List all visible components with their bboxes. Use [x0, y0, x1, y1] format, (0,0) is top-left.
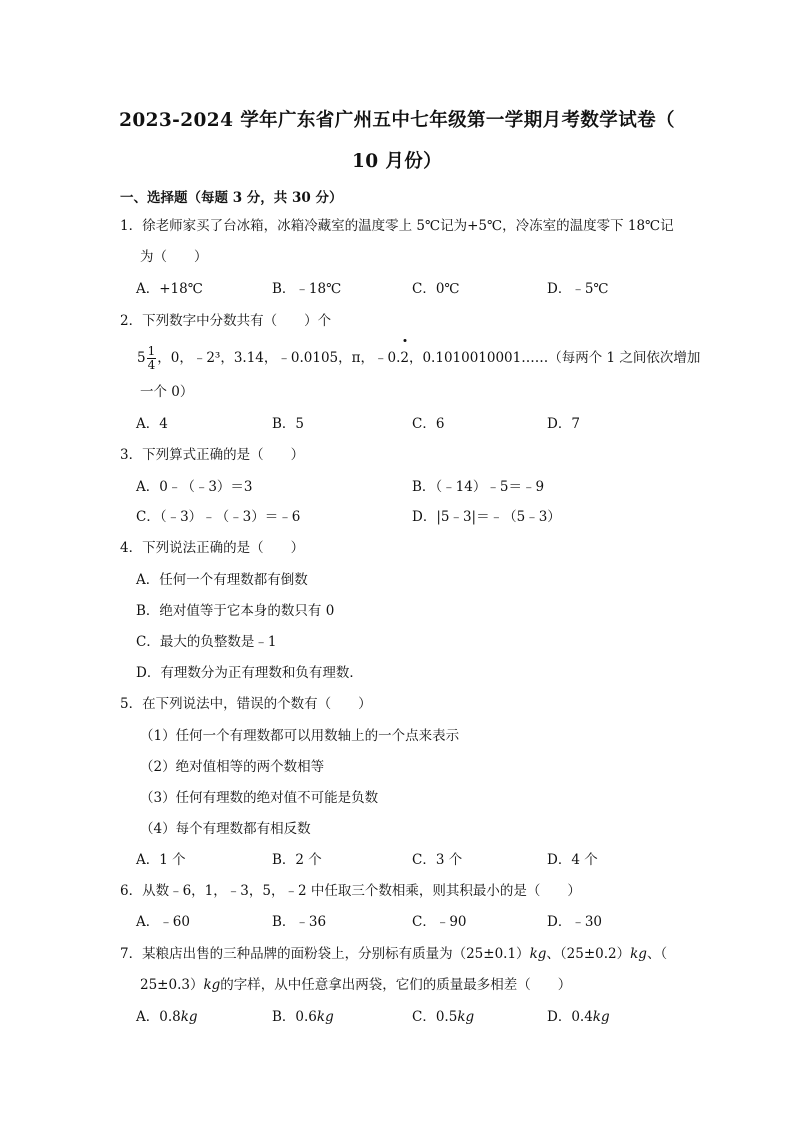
q7-text-part-3: 、（	[646, 946, 668, 962]
q4-option-d: D．有理数分为正有理数和负有理数．	[136, 665, 363, 681]
q5-option-a: A．1 个	[136, 852, 186, 868]
q5-option-c: C．3 个	[412, 852, 463, 868]
question-5-text: 5．在下列说法中，错误的个数有（ ）	[120, 696, 372, 712]
q7-text-part-2: 、（25±0.2）	[546, 946, 631, 962]
q3-option-a: A．0﹣（﹣3）＝3	[136, 479, 253, 495]
question-7-text	[120, 944, 667, 964]
q7-option-d-value: D．0.4	[547, 1009, 593, 1025]
q7-option-b	[272, 1007, 334, 1027]
q5-statement-4: （4）每个有理数都有相反数	[140, 821, 311, 837]
q7-text-part-5: 的字样，从中任意拿出两袋，它们的质量最多相差（ ）	[220, 977, 572, 993]
number-list-middle: ，0，﹣2³，3.14，﹣0.0105，π，﹣0.	[157, 350, 401, 366]
q7-option-b-value: B．0.6	[272, 1009, 317, 1025]
fraction-numerator: 1	[147, 344, 156, 358]
fraction	[147, 345, 157, 372]
q2-option-d: D．7	[547, 416, 580, 432]
q4-option-a: A．任何一个有理数都有倒数	[136, 572, 308, 588]
q7-option-d	[547, 1007, 610, 1027]
q3-option-c: C．（﹣3）﹣（﹣3）＝﹣6	[136, 509, 301, 525]
unit-kg: kg	[529, 946, 547, 962]
q6-option-d: D．﹣30	[547, 914, 603, 930]
question-2-text: 2．下列数字中分数共有（ ）个	[120, 313, 332, 329]
unit-kg: kg	[203, 977, 221, 993]
fraction-denominator: 4	[147, 358, 156, 372]
number-list-tail: ，0.1010010001……（每两个 1 之间依次增加	[408, 350, 701, 366]
q6-option-b: B．﹣36	[272, 914, 327, 930]
question-1-text: 1．徐老师家买了台冰箱，冰箱冷藏室的温度零上 5℃记为+5℃，冷冻室的温度零下 18℃记	[120, 218, 674, 234]
exam-title-line-1: 2023-2024 学年广东省广州五中七年级第一学期月考数学试卷（	[119, 110, 675, 131]
q2-option-c: C．6	[412, 416, 445, 432]
q7-option-c	[412, 1007, 474, 1027]
q4-option-b: B．绝对值等于它本身的数只有 0	[136, 603, 335, 619]
q5-statement-1: （1）任何一个有理数都可以用数轴上的一个点来表示	[140, 728, 460, 744]
q5-statement-2: （2）绝对值相等的两个数相等	[140, 759, 325, 775]
mixed-number-whole: 5	[137, 350, 146, 366]
unit-kg: kg	[316, 1009, 334, 1025]
unit-kg: kg	[180, 1009, 198, 1025]
q1-option-d: D．﹣5℃	[547, 281, 609, 297]
q1-option-c: C．0℃	[412, 281, 460, 297]
question-3-text: 3．下列算式正确的是（ ）	[120, 447, 305, 463]
unit-kg: kg	[630, 946, 647, 962]
exam-title-line-2: 10 月份）	[351, 151, 443, 172]
q1-option-a: A．+18℃	[136, 281, 203, 297]
q7-text-part-1: 7．某粮店出售的三种品牌的面粉袋上，分别标有质量为（25±0.1）	[120, 946, 530, 962]
repeating-decimal-digit: 2	[400, 344, 409, 372]
question-4-text: 4．下列说法正确的是（ ）	[120, 540, 305, 556]
section-heading: 一、选择题（每题 3 分，共 30 分）	[120, 190, 343, 206]
q2-option-b: B．5	[272, 416, 305, 432]
q4-option-c: C．最大的负整数是﹣1	[136, 634, 277, 650]
q5-option-d: D．4 个	[547, 852, 598, 868]
q2-option-a: A．4	[136, 416, 168, 432]
q1-option-b: B．﹣18℃	[272, 281, 342, 297]
unit-kg: kg	[592, 1009, 610, 1025]
question-1-text-cont: 为（ ）	[140, 249, 208, 265]
q3-option-b: B．（﹣14）﹣5＝﹣9	[412, 479, 545, 495]
q3-option-d: D．|5﹣3|＝﹣（5﹣3）	[412, 509, 561, 525]
q5-statement-3: （3）任何有理数的绝对值不可能是负数	[140, 790, 379, 806]
q7-option-c-value: C．0.5	[412, 1009, 458, 1025]
q6-option-a: A．﹣60	[136, 914, 190, 930]
q6-option-c: C．﹣90	[412, 914, 467, 930]
question-6-text: 6．从数﹣6，1，﹣3，5，﹣2 中任取三个数相乘，则其积最小的是（ ）	[120, 883, 581, 899]
question-7-text-cont	[140, 975, 571, 995]
q5-option-b: B．2 个	[272, 852, 322, 868]
q7-text-part-4: 25±0.3）	[140, 977, 204, 993]
unit-kg: kg	[457, 1009, 475, 1025]
question-2-text-cont: 一个 0）	[140, 384, 194, 400]
question-2-number-list	[137, 344, 700, 372]
q7-option-a	[136, 1007, 198, 1027]
q7-option-a-value: A．0.8	[136, 1009, 181, 1025]
